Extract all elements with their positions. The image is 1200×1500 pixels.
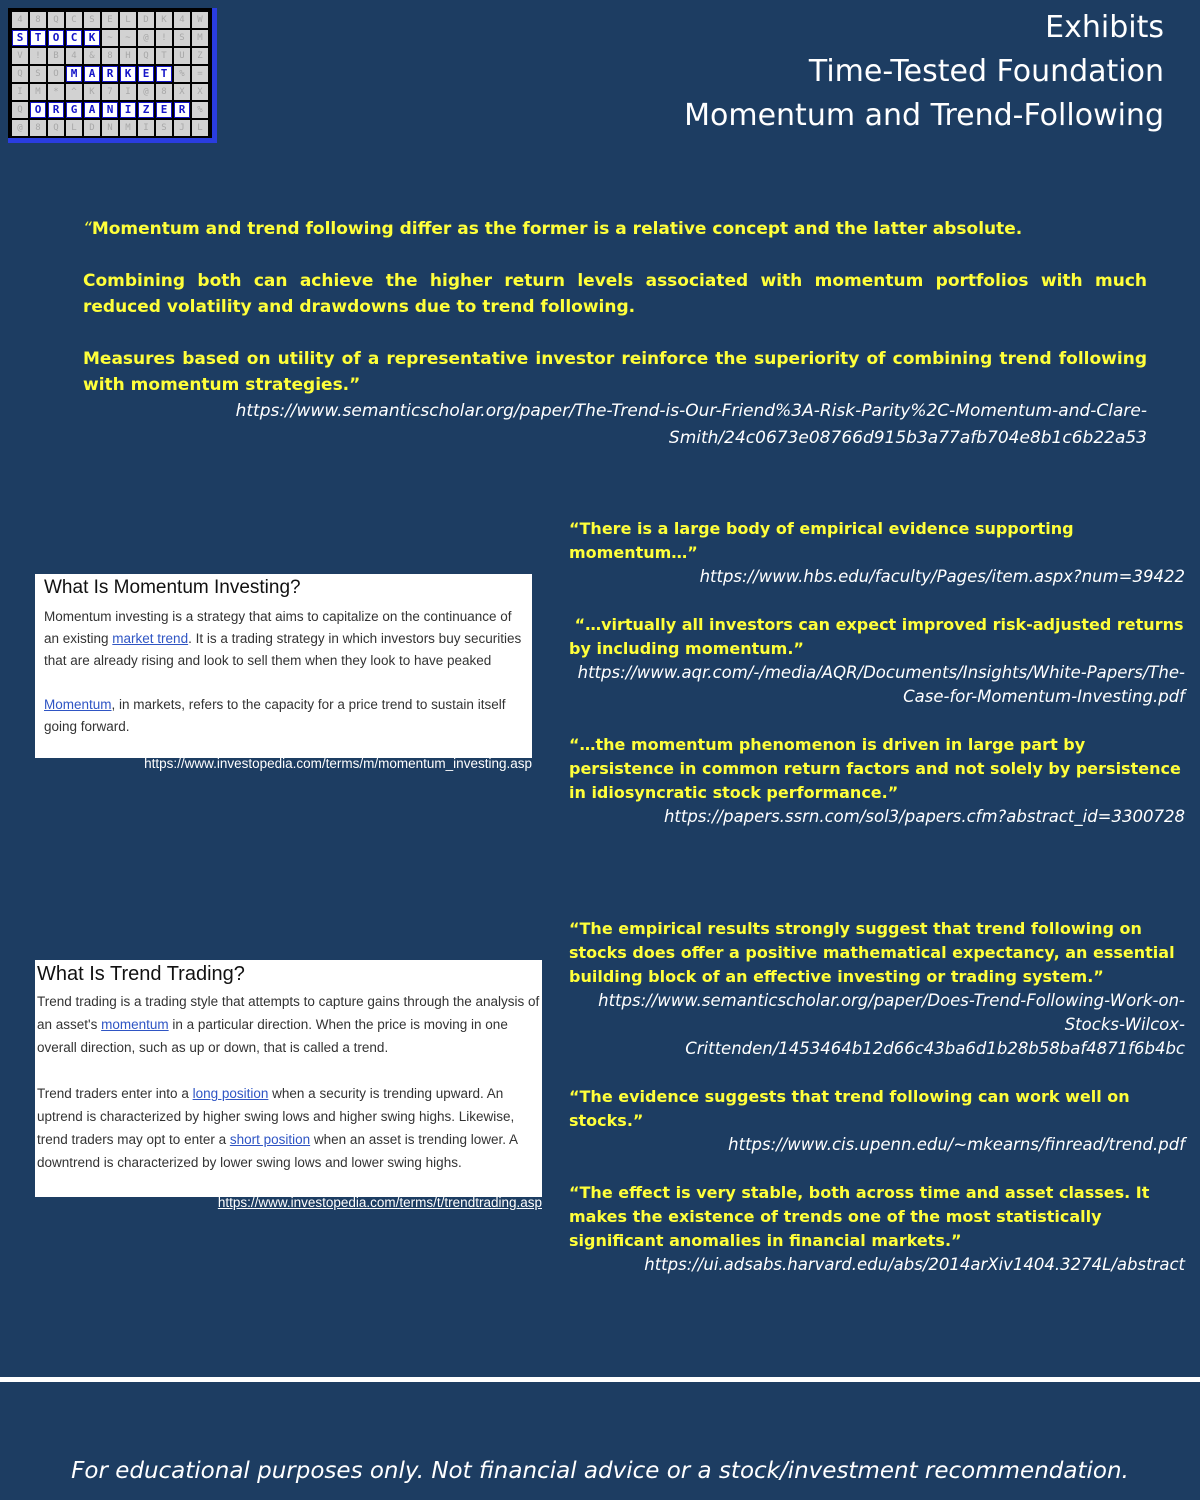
- logo-letter-cell: K: [84, 30, 100, 46]
- logo-letter-cell: G: [66, 102, 82, 118]
- logo-letter-cell: E: [138, 66, 154, 82]
- logo-letter-cell: 7: [102, 84, 118, 100]
- logo-letter-cell: I: [138, 120, 154, 136]
- logo-letter-cell: Z: [138, 102, 154, 118]
- logo-letter-cell: H: [120, 48, 136, 64]
- trend-quote-2: “The evidence suggests that trend following can work well on stocks.”: [569, 1087, 1130, 1130]
- trend-card-title: What Is Trend Trading?: [37, 963, 245, 985]
- logo-letter-cell: S: [156, 120, 172, 136]
- logo-letter-cell: E: [102, 12, 118, 28]
- header-topic: Momentum and Trend-Following: [684, 98, 1164, 133]
- momentum-link[interactable]: Momentum: [44, 697, 112, 712]
- long-position-link[interactable]: long position: [192, 1086, 269, 1101]
- logo-letter-cell: S: [84, 12, 100, 28]
- top-quote-source-link[interactable]: https://www.semanticscholar.org/paper/The-Trend-is-Our-Friend%3A-Risk-Parity%2C-Momentum-and-Clare-Smith/24c0673e08766d915b3a77afb704e8b1c6b22a53: [235, 401, 1147, 448]
- logo-letter-cell: 8: [30, 12, 46, 28]
- logo-letter-cell: M: [192, 30, 208, 46]
- logo-letter-cell: S: [30, 66, 46, 82]
- logo-letter-cell: X: [192, 84, 208, 100]
- momentum-card-body: [44, 606, 530, 760]
- top-quote: [83, 216, 1147, 424]
- top-quote-p1: [83, 216, 1147, 242]
- logo-letter-cell: R: [48, 102, 64, 118]
- trend-card-text: when a security is trending upward. An uptrend is characterized by higher swing lows and higher swing highs. Likewise, trend traders may opt to enter a: [37, 1086, 515, 1147]
- logo-letter-cell: D: [138, 12, 154, 28]
- trend-quote-3: “The effect is very stable, both across time and asset classes. It makes the existence of trends one of the most statistically significant anomalies in financial markets.”: [569, 1183, 1150, 1250]
- logo-letter-grid: [12, 12, 208, 136]
- trend-quote-3-link[interactable]: https://ui.adsabs.harvard.edu/abs/2014arXiv1404.3274L/abstract: [644, 1255, 1185, 1274]
- trend-card-paragraph-2: [37, 1082, 540, 1174]
- logo-letter-cell: @: [12, 120, 28, 136]
- logo-letter-cell: S: [12, 30, 28, 46]
- momentum-quote-2: “…virtually all investors can expect improved risk-adjusted returns by including momentum.”: [569, 615, 1190, 658]
- logo-letter-cell: T: [156, 48, 172, 64]
- momentum-card-source-link[interactable]: https://www.investopedia.com/terms/m/momentum_investing.asp: [144, 756, 532, 771]
- momentum-card-text: Momentum investing is a strategy that aims to capitalize on the continuance of an existing: [44, 609, 512, 646]
- logo-letter-cell: N: [102, 102, 118, 118]
- momentum-quote-3-link[interactable]: https://papers.ssrn.com/sol3/papers.cfm?abstract_id=3300728: [663, 807, 1185, 826]
- logo-letter-cell: J: [174, 120, 190, 136]
- trend-quote-2-link[interactable]: https://www.cis.upenn.edu/~mkearns/finread/trend.pdf: [728, 1135, 1185, 1154]
- top-quote-p3: Measures based on utility of a representative investor reinforce the superiority of combining trend following with momentum strategies.”: [83, 349, 1147, 395]
- logo-letter-cell: D: [84, 120, 100, 136]
- logo-letter-cell: Q: [12, 102, 28, 118]
- logo-letter-cell: S: [174, 30, 190, 46]
- logo-letter-cell: C: [66, 12, 82, 28]
- top-quote-p2: Combining both can achieve the higher return levels associated with momentum portfolios with much reduced volatility and drawdowns due to trend following.: [83, 271, 1147, 317]
- logo-letter-cell: V: [12, 48, 28, 64]
- logo-letter-cell: !: [156, 30, 172, 46]
- momentum-link[interactable]: momentum: [101, 1017, 169, 1032]
- momentum-quote-3: “…the momentum phenomenon is driven in large part by persistence in common return factors and not solely by persistence in idiosyncratic stock performance.”: [569, 735, 1181, 802]
- trend-card-text: Trend traders enter into a: [37, 1086, 193, 1101]
- logo-letter-cell: @: [138, 84, 154, 100]
- logo-letter-cell: 8: [30, 120, 46, 136]
- logo-letter-cell: =: [192, 66, 208, 82]
- logo-letter-cell: B: [48, 48, 64, 64]
- logo-letter-cell: *: [48, 84, 64, 100]
- trend-card-text: Trend trading is a trading style that attempts to capture gains through the analysis of an asset's: [37, 994, 540, 1032]
- momentum-investing-card: [35, 574, 532, 758]
- logo-letter-cell: O: [48, 66, 64, 82]
- logo-letter-cell: A: [84, 66, 100, 82]
- trend-trading-card: [35, 960, 542, 1197]
- trend-quote-1: “The empirical results strongly suggest that trend following on stocks does offer a positive mathematical expectancy, an essential building block of an effective investing or trading system.”: [569, 919, 1175, 986]
- logo-letter-cell: E: [156, 102, 172, 118]
- logo-letter-cell: ~: [102, 30, 118, 46]
- logo-letter-cell: L: [66, 120, 82, 136]
- logo-letter-cell: T: [30, 30, 46, 46]
- logo-letter-cell: R: [102, 66, 118, 82]
- momentum-card-title: What Is Momentum Investing?: [44, 577, 301, 598]
- logo-letter-cell: A: [84, 102, 100, 118]
- momentum-quote-1: “There is a large body of empirical evidence supporting momentum…”: [569, 519, 1074, 562]
- logo-letter-cell: !: [30, 48, 46, 64]
- disclaimer-text: For educational purposes only. Not financial advice or a stock/investment recommendation.: [71, 1458, 1129, 1484]
- momentum-card-paragraph-2: [44, 694, 530, 738]
- logo-letter-cell: %: [174, 66, 190, 82]
- logo-letter-cell: K: [120, 66, 136, 82]
- logo-letter-cell: 4: [174, 12, 190, 28]
- top-quote-p1-text: Momentum and trend following differ as the former is a relative concept and the latter absolute.: [91, 219, 1023, 239]
- logo-letter-cell: M: [120, 120, 136, 136]
- logo-letter-cell: 4: [66, 48, 82, 64]
- logo-letter-cell: M: [66, 66, 82, 82]
- trend-card-source-link[interactable]: https://www.investopedia.com/terms/t/trendtrading.asp: [217, 1195, 542, 1210]
- logo-letter-cell: 8: [156, 84, 172, 100]
- logo-letter-cell: R: [174, 102, 190, 118]
- logo-letter-cell: &: [84, 48, 100, 64]
- logo-letter-cell: L: [192, 120, 208, 136]
- logo-letter-cell: M: [30, 84, 46, 100]
- logo-letter-cell: W: [192, 12, 208, 28]
- page-header: [684, 6, 1164, 138]
- logo-letter-cell: %: [192, 102, 208, 118]
- trend-card-paragraph-1: [37, 990, 540, 1059]
- logo-letter-cell: C: [66, 30, 82, 46]
- momentum-card-text: . It is a trading strategy in which investors buy securities that are already rising and look to sell them when they look to have peaked: [44, 631, 522, 668]
- trend-card-text: when an asset is trending lower. A downtrend is characterized by lower swing lows and lower swing highs.: [37, 1132, 518, 1170]
- logo-letter-cell: X: [174, 84, 190, 100]
- logo-letter-cell: Z: [192, 48, 208, 64]
- footer-divider: [0, 1377, 1200, 1382]
- logo-letter-cell: 8: [102, 48, 118, 64]
- header-title: Exhibits: [1045, 10, 1164, 45]
- logo-letter-cell: O: [48, 30, 64, 46]
- logo-letter-cell: I: [12, 84, 28, 100]
- logo-letter-cell: Q: [48, 120, 64, 136]
- logo-letter-cell: L: [120, 12, 136, 28]
- logo-letter-cell: 4: [12, 12, 28, 28]
- trend-card-text: in a particular direction. When the price is moving in one overall direction, such as up or down, that is called a trend.: [37, 1017, 508, 1055]
- momentum-quote-1-link[interactable]: https://www.hbs.edu/faculty/Pages/item.aspx?num=39422: [699, 567, 1185, 586]
- momentum-quote-2-link[interactable]: https://www.aqr.com/-/media/AQR/Documents/Insights/White-Papers/The-Case-for-Momentum-Investing.pdf: [577, 663, 1185, 706]
- logo-letter-cell: ~: [120, 30, 136, 46]
- market-trend-link[interactable]: market trend: [112, 631, 189, 646]
- logo-letter-cell: I: [120, 102, 136, 118]
- logo-letter-cell: T: [156, 66, 172, 82]
- momentum-card-text: , in markets, refers to the capacity for a price trend to sustain itself going forward.: [44, 697, 506, 734]
- logo-letter-cell: K: [84, 84, 100, 100]
- open-quote-mark: “: [83, 219, 92, 239]
- trend-quote-1-link[interactable]: https://www.semanticscholar.org/paper/Does-Trend-Following-Work-on-Stocks-Wilcox-Crittenden/1453464b12d66c43ba6d1b28b58baf4871f6b4bc: [598, 991, 1185, 1058]
- logo-letter-cell: O: [30, 102, 46, 118]
- logo-letter-cell: I: [120, 84, 136, 100]
- logo-letter-cell: @: [138, 30, 154, 46]
- logo-letter-cell: ^: [66, 84, 82, 100]
- momentum-card-paragraph-1: [44, 606, 530, 672]
- header-subtitle: Time-Tested Foundation: [808, 54, 1164, 89]
- stock-market-organizer-logo: [8, 8, 217, 143]
- logo-letter-cell: K: [156, 12, 172, 28]
- logo-letter-cell: Q: [138, 48, 154, 64]
- logo-letter-cell: Q: [12, 66, 28, 82]
- short-position-link[interactable]: short position: [229, 1132, 311, 1147]
- logo-letter-cell: U: [174, 48, 190, 64]
- trend-card-body: [37, 990, 540, 1197]
- logo-letter-cell: Q: [48, 12, 64, 28]
- logo-letter-cell: N: [102, 120, 118, 136]
